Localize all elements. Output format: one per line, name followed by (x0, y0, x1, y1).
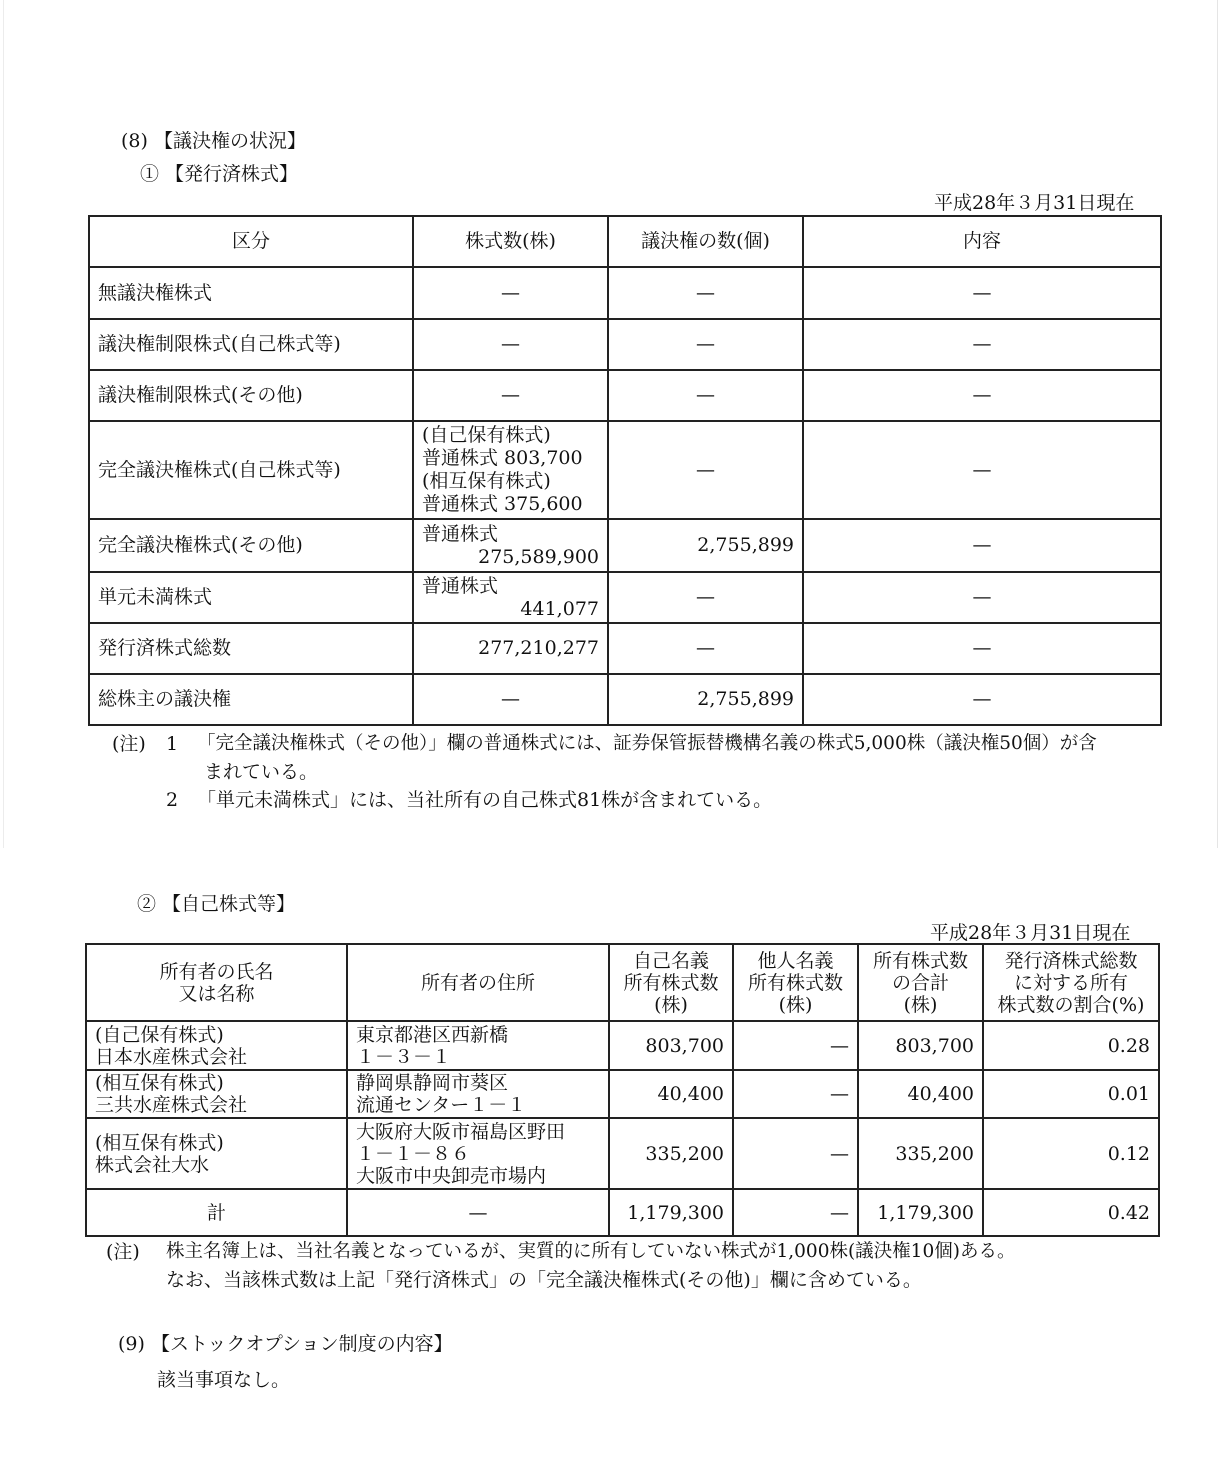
row-content: — (803, 623, 1161, 674)
note-number: 2 (166, 789, 179, 811)
header-address: 所有者の住所 (347, 944, 609, 1021)
row-content: — (803, 267, 1161, 319)
row-votes: 2,755,899 (608, 519, 803, 572)
table-row (89, 267, 1161, 319)
note-number: 1 (166, 733, 179, 755)
shares-line: 普通株式 (422, 574, 499, 597)
header-line: (株) (654, 993, 688, 1016)
note-1-line-2: まれている。 (204, 761, 319, 783)
row-content: — (803, 519, 1161, 572)
total-shares-cell: 1,179,300 (858, 1189, 983, 1236)
row-content: — (803, 674, 1161, 725)
shares-line: 普通株式 803,700 (422, 447, 583, 469)
table-row (89, 519, 1161, 572)
header-line: 他人名義 (757, 949, 834, 972)
note-line-2: なお、当該株式数は上記「発行済株式」の「完全議決権株式(その他)」欄に含めている。 (166, 1269, 922, 1291)
row-label: 無議決権株式 (89, 267, 413, 319)
address-cell (347, 1118, 609, 1189)
address-line: 大阪府大阪市福島区野田 (356, 1120, 566, 1143)
address-cell: — (347, 1189, 609, 1236)
header-line: (株) (778, 993, 813, 1016)
as-of-date: 平成28年３月31日現在 (934, 192, 1135, 214)
shares-line: (自己保有株式) (422, 424, 551, 446)
page-edge-left (3, 0, 4, 848)
owner-line: (相互保有株式) (95, 1131, 224, 1154)
header-ratio (983, 944, 1159, 1021)
row-label: 完全議決権株式(自己株式等) (89, 421, 413, 519)
own-shares-cell: 803,700 (609, 1021, 733, 1070)
row-label: 議決権制限株式(自己株式等) (89, 319, 413, 370)
shares-line: 275,589,900 (478, 545, 599, 568)
subsection-heading-treasury-shares: ② 【自己株式等】 (137, 893, 296, 915)
row-votes: — (608, 370, 803, 421)
header-total-shares (858, 944, 983, 1021)
owner-cell (86, 1021, 347, 1070)
header-line: 又は名称 (178, 982, 255, 1005)
owner-line: 三共水産株式会社 (95, 1094, 248, 1116)
header-line: 所有株式数 (623, 971, 719, 994)
shares-line: (相互保有株式) (422, 470, 551, 492)
ratio-cell: 0.42 (983, 1189, 1159, 1236)
row-shares: — (413, 267, 608, 319)
shares-line: 普通株式 (422, 522, 499, 545)
row-content: — (803, 319, 1161, 370)
note-line-1: 株主名簿上は、当社名義となっているが、実質的に所有していない株式が1,000株(議決権10個)ある。 (166, 1241, 1016, 1262)
treasury-shares-table (85, 943, 1160, 1237)
row-votes: — (608, 572, 803, 623)
header-line: 所有者の氏名 (159, 960, 274, 983)
row-shares-multiline (413, 519, 608, 572)
table-row (86, 1070, 1159, 1118)
header-line: に対する所有 (1013, 971, 1128, 994)
row-content: — (803, 572, 1161, 623)
header-shares: 株式数(株) (413, 216, 608, 267)
address-cell (347, 1021, 609, 1070)
other-shares-cell: — (733, 1118, 858, 1189)
table-total-row (86, 1189, 1159, 1236)
header-line: 所有株式数 (747, 971, 843, 994)
row-label: 総株主の議決権 (89, 674, 413, 725)
row-votes: — (608, 421, 803, 519)
header-owner (86, 944, 347, 1021)
table-row (89, 421, 1161, 519)
owner-line: 日本水産株式会社 (95, 1045, 248, 1068)
page-edge-right (1217, 0, 1218, 848)
table-row (89, 572, 1161, 623)
row-shares: — (413, 370, 608, 421)
owner-cell (86, 1070, 347, 1118)
other-shares-cell: — (733, 1189, 858, 1236)
shares-line: 普通株式 375,600 (422, 493, 583, 515)
table-row (89, 370, 1161, 421)
header-category: 区分 (89, 216, 413, 267)
issued-shares-table (88, 215, 1162, 726)
subsection-heading-issued-shares: ① 【発行済株式】 (140, 163, 299, 185)
table-header-row (89, 216, 1161, 267)
row-shares-multiline (413, 572, 608, 623)
address-line: 流通センター１－１ (356, 1094, 527, 1116)
shares-line: 441,077 (520, 597, 599, 620)
own-shares-cell: 1,179,300 (609, 1189, 733, 1236)
address-line: １－３－１ (356, 1045, 452, 1068)
table-row (89, 674, 1161, 725)
table-row (86, 1118, 1159, 1189)
owner-line: (自己保有株式) (95, 1023, 224, 1046)
row-shares: — (413, 319, 608, 370)
ratio-cell: 0.01 (983, 1070, 1159, 1118)
table-row (86, 1021, 1159, 1070)
row-votes: — (608, 623, 803, 674)
address-cell (347, 1070, 609, 1118)
row-votes: — (608, 319, 803, 370)
address-line: 大阪市中央卸売市場内 (356, 1164, 547, 1187)
own-shares-cell: 40,400 (609, 1070, 733, 1118)
header-other-name-shares (733, 944, 858, 1021)
header-votes: 議決権の数(個) (608, 216, 803, 267)
total-shares-cell: 40,400 (858, 1070, 983, 1118)
stock-options-body: 該当事項なし。 (157, 1369, 291, 1391)
note-prefix: (注) (112, 733, 146, 755)
as-of-date: 平成28年３月31日現在 (930, 922, 1131, 944)
row-shares: 277,210,277 (413, 623, 608, 674)
owner-line: 株式会社大水 (95, 1153, 210, 1176)
row-label: 発行済株式総数 (89, 623, 413, 674)
own-shares-cell: 335,200 (609, 1118, 733, 1189)
address-line: 静岡県静岡市葵区 (356, 1072, 509, 1094)
header-line: 所有株式数 (872, 949, 968, 972)
row-shares: — (413, 674, 608, 725)
row-content: — (803, 370, 1161, 421)
table-row (89, 623, 1161, 674)
header-line: 自己名義 (632, 949, 709, 972)
total-label-cell: 計 (86, 1189, 347, 1236)
header-line: の合計 (891, 971, 949, 994)
ratio-cell: 0.12 (983, 1118, 1159, 1189)
row-label: 議決権制限株式(その他) (89, 370, 413, 421)
row-label: 完全議決権株式(その他) (89, 519, 413, 572)
header-content: 内容 (803, 216, 1161, 267)
address-line: １－１－８６ (356, 1142, 471, 1165)
row-shares-multiline (413, 421, 608, 519)
row-votes: — (608, 267, 803, 319)
owner-line: (相互保有株式) (95, 1072, 224, 1094)
ratio-cell: 0.28 (983, 1021, 1159, 1070)
row-content: — (803, 421, 1161, 519)
address-line: 東京都港区西新橋 (356, 1023, 509, 1046)
row-votes: 2,755,899 (608, 674, 803, 725)
note-2-line-1: 「単元未満株式」には、当社所有の自己株式81株が含まれている。 (197, 789, 773, 811)
header-line: 株式数の割合(%) (997, 993, 1145, 1016)
header-line: 発行済株式総数 (1004, 949, 1138, 972)
total-shares-cell: 335,200 (858, 1118, 983, 1189)
section-heading-voting-rights: (8) 【議決権の状況】 (121, 130, 306, 152)
other-shares-cell: — (733, 1021, 858, 1070)
total-shares-cell: 803,700 (858, 1021, 983, 1070)
other-shares-cell: — (733, 1070, 858, 1118)
header-own-name-shares (609, 944, 733, 1021)
table-row (89, 319, 1161, 370)
table-header-row (86, 944, 1159, 1021)
note-1-line-1: 「完全議決権株式（その他）」欄の普通株式には、証券保管振替機構名義の株式5,000株（議決権50個）が含 (197, 733, 1097, 754)
row-label: 単元未満株式 (89, 572, 413, 623)
note-prefix: (注) (106, 1241, 140, 1263)
header-line: (株) (903, 993, 938, 1016)
owner-cell (86, 1118, 347, 1189)
section-heading-stock-options: (9) 【ストックオプション制度の内容】 (118, 1333, 453, 1355)
